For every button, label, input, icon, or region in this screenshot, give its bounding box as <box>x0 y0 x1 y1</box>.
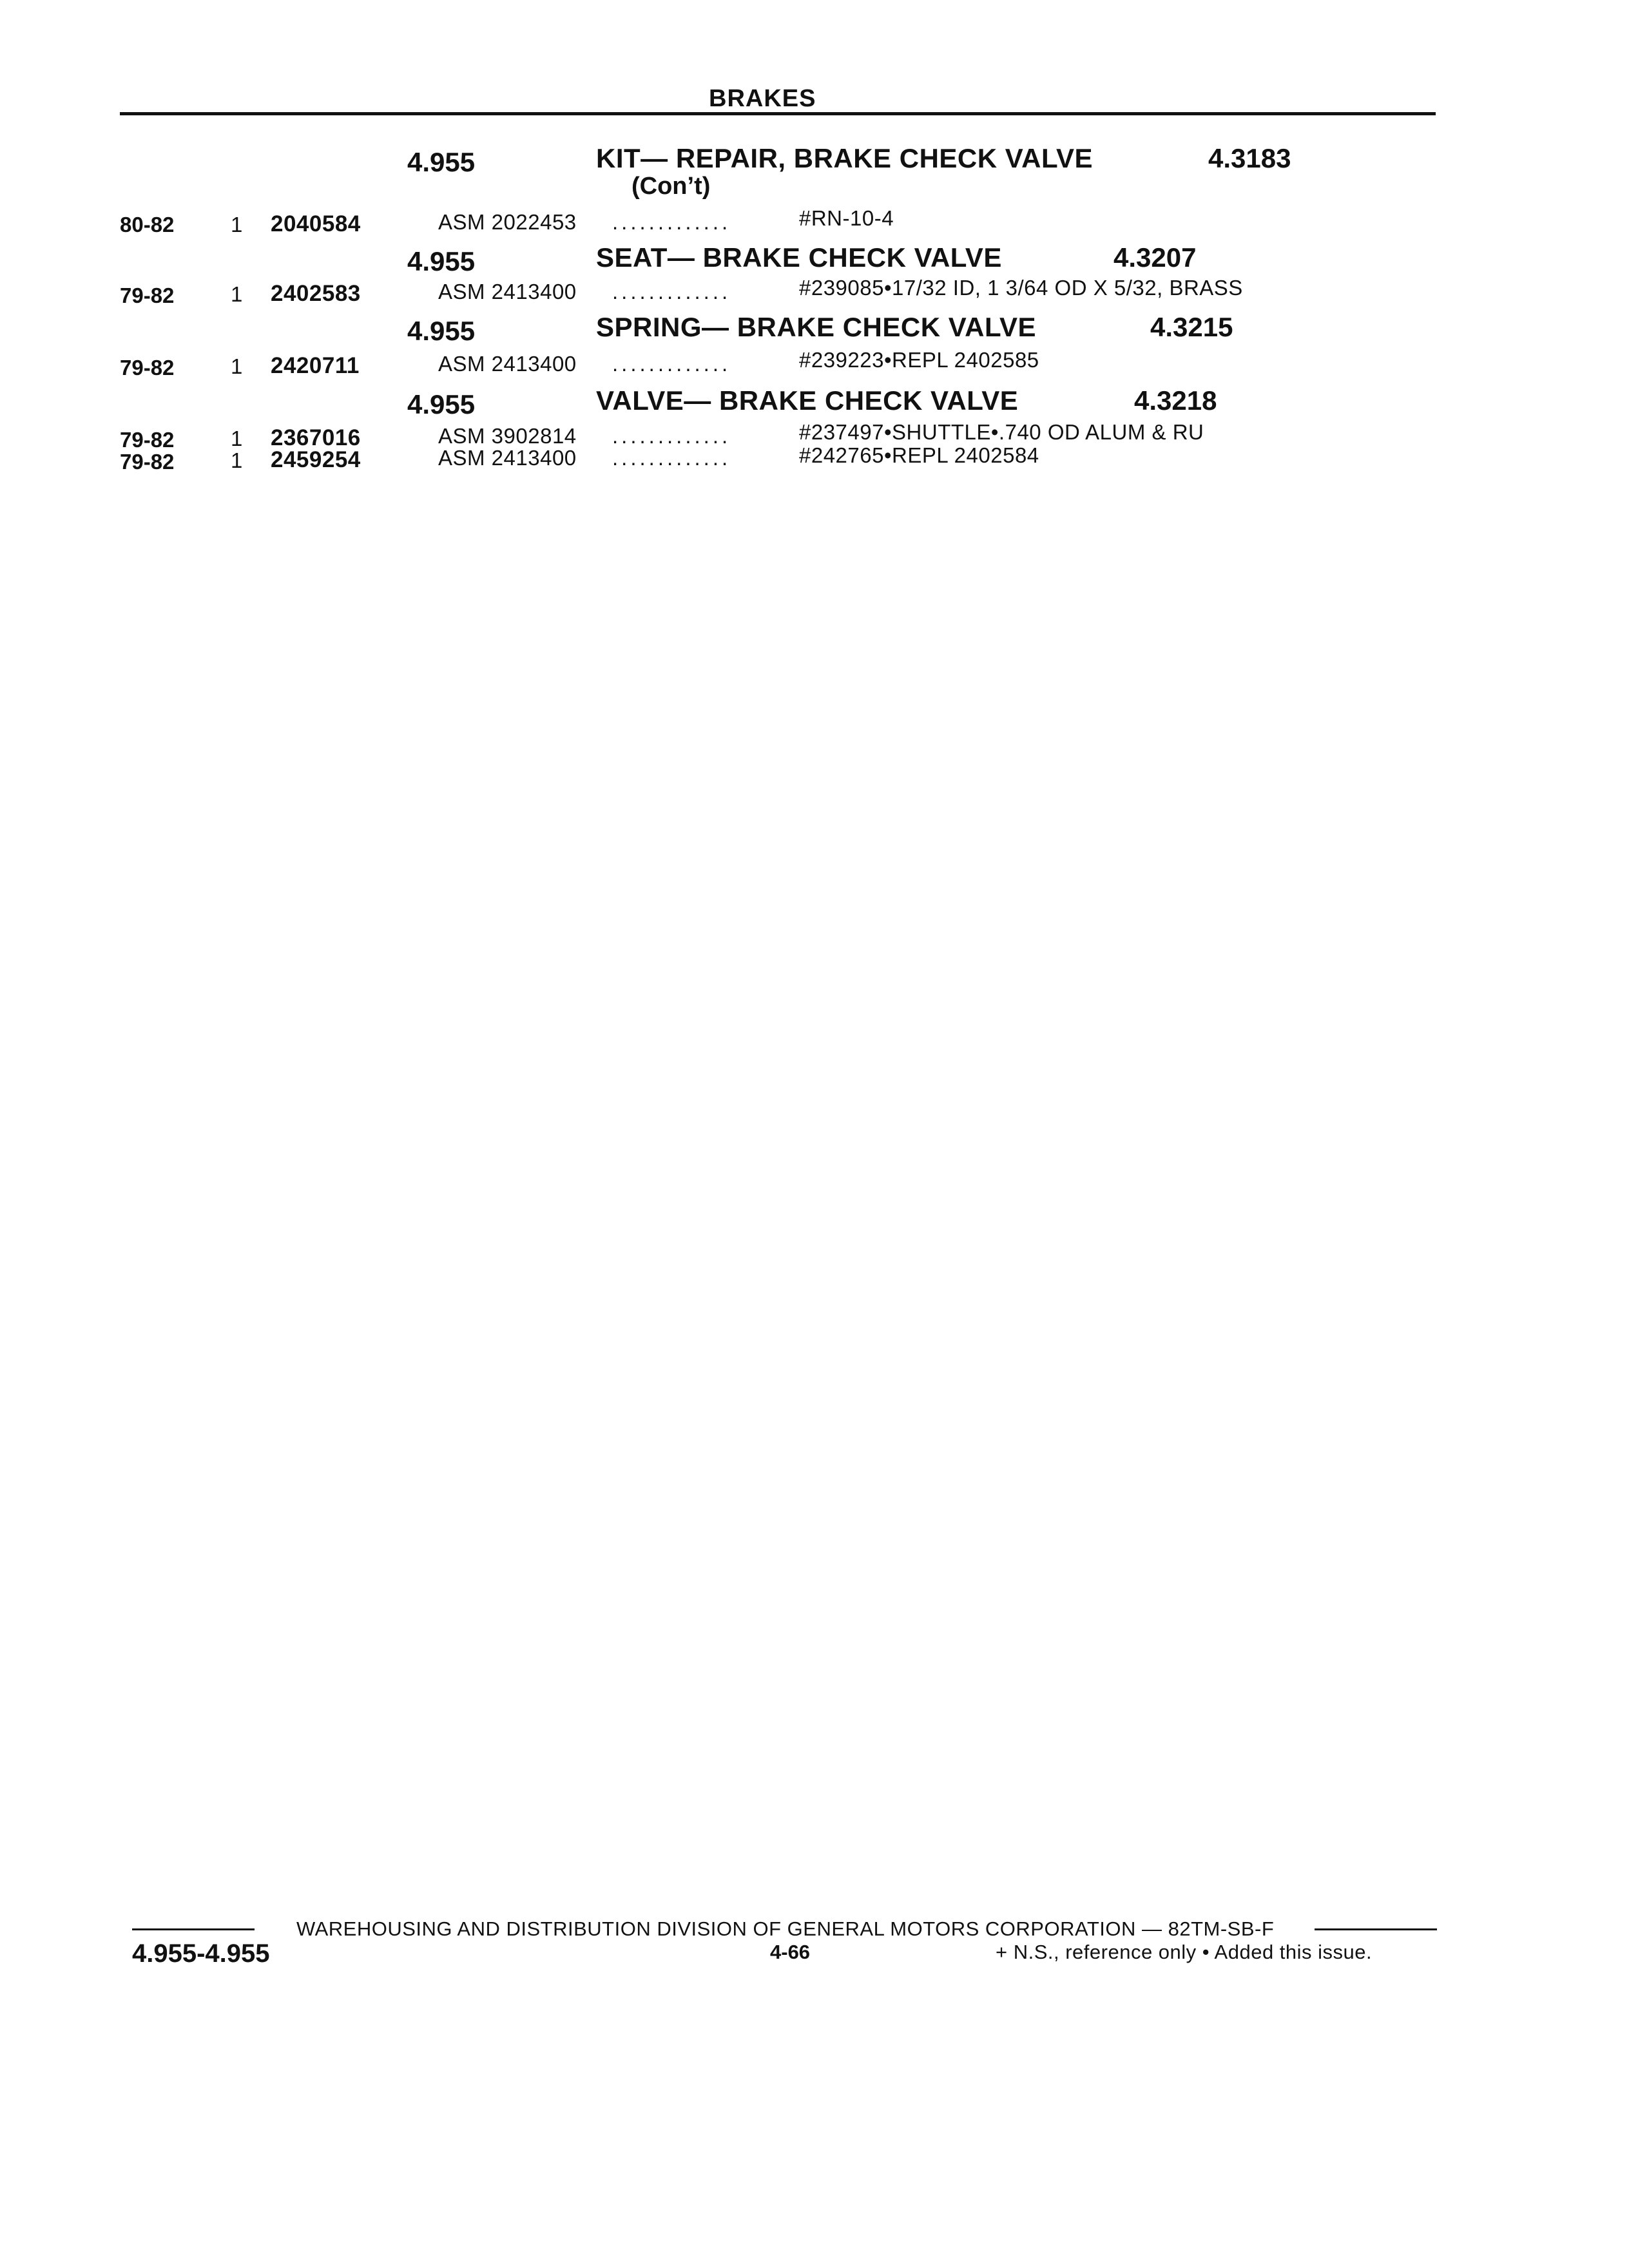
part-number: 2402583 <box>271 281 361 306</box>
quantity: 1 <box>231 448 243 472</box>
group-code: 4.955 <box>407 316 476 346</box>
leader-dots: ............. <box>612 446 731 470</box>
model-years: 79-82 <box>120 284 175 307</box>
model-years: 79-82 <box>120 450 175 474</box>
quantity: 1 <box>231 213 243 236</box>
part-description: #237497•SHUTTLE•.740 OD ALUM & RU <box>799 420 1204 444</box>
part-description: #RN-10-4 <box>799 206 894 230</box>
group-continued: (Con’t) <box>631 173 711 200</box>
group-reference: 4.3218 <box>1134 385 1217 416</box>
part-description: #242765•REPL 2402584 <box>799 443 1039 467</box>
assembly-number: ASM 2413400 <box>438 280 577 303</box>
part-description: #239223•REPL 2402585 <box>799 348 1039 372</box>
footer-legend: + N.S., reference only • Added this issue. <box>996 1941 1373 1963</box>
header-rule <box>120 112 1436 115</box>
footer-item-range: 4.955-4.955 <box>132 1939 270 1968</box>
group-title: VALVE— BRAKE CHECK VALVE <box>596 385 1019 416</box>
assembly-number: ASM 2022453 <box>438 210 577 234</box>
leader-dots: ............. <box>612 280 731 303</box>
footer-page-number: 4-66 <box>770 1941 811 1963</box>
group-reference: 4.3215 <box>1150 312 1233 342</box>
group-title: SEAT— BRAKE CHECK VALVE <box>596 242 1002 273</box>
part-number: 2367016 <box>271 425 361 450</box>
group-reference: 4.3207 <box>1113 242 1197 273</box>
footer-corporation: WAREHOUSING AND DISTRIBUTION DIVISION OF GENERAL MOTORS CORPORATION — 82TM-SB-F <box>296 1917 1275 1940</box>
section-title: BRAKES <box>709 85 816 112</box>
model-years: 79-82 <box>120 356 175 380</box>
part-number: 2420711 <box>271 353 360 378</box>
assembly-number: ASM 3902814 <box>438 424 577 448</box>
group-code: 4.955 <box>407 246 476 276</box>
assembly-number: ASM 2413400 <box>438 352 577 376</box>
group-reference: 4.3183 <box>1208 143 1291 173</box>
group-code: 4.955 <box>407 389 476 419</box>
group-title: KIT— REPAIR, BRAKE CHECK VALVE <box>596 143 1094 173</box>
footer-rule-right <box>1315 1928 1437 1930</box>
assembly-number: ASM 2413400 <box>438 446 577 470</box>
quantity: 1 <box>231 282 243 306</box>
quantity: 1 <box>231 354 243 378</box>
group-code: 4.955 <box>407 147 476 177</box>
part-description: #239085•17/32 ID, 1 3/64 OD X 5/32, BRASS <box>799 276 1243 300</box>
leader-dots: ............. <box>612 352 731 376</box>
footer-rule-left <box>132 1928 255 1930</box>
group-title: SPRING— BRAKE CHECK VALVE <box>596 312 1037 342</box>
quantity: 1 <box>231 427 243 450</box>
model-years: 80-82 <box>120 213 175 236</box>
leader-dots: ............. <box>612 210 731 234</box>
leader-dots: ............. <box>612 424 731 448</box>
part-number: 2040584 <box>271 211 361 236</box>
model-years: 79-82 <box>120 428 175 452</box>
part-number: 2459254 <box>271 447 361 472</box>
